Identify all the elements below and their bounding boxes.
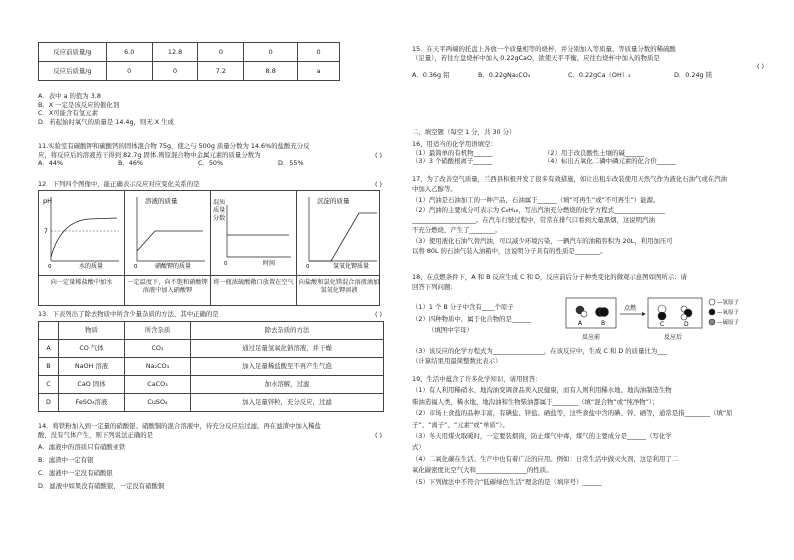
table-cell: 0 xyxy=(298,43,340,62)
section-heading: 二、填空题（每空 1 分，共 30 分） xyxy=(412,128,516,136)
option: D．若起始时氧气的质量是 14.4g，则无 X 生成 xyxy=(38,117,174,126)
fill-blank: （2）四种物质中，属于化合物的是______ xyxy=(412,314,532,323)
question-19-line: （4）二氧化碳在生活、生产中也有着广泛的应用。例如：日常生活中做灭火剂，这是利用了二 xyxy=(412,454,679,463)
table-cell: Na₂CO₃ xyxy=(125,358,191,376)
table-cell: 8.8 xyxy=(244,62,298,81)
answer-bracket: ( ) xyxy=(374,150,382,159)
answer-bracket: ( ) xyxy=(374,180,382,188)
fill-blank: （1）最简单的有机物______ xyxy=(412,148,493,157)
question-19-line: （3）冬天用煤火取暖时，一定要装烟囱，防止煤气中毒，煤气的主要成分是______（写化学 xyxy=(412,431,672,440)
question-11-cont: 应，将反应后的溶液蒸干得到 82.7g 固体.则原混合物中金属元素的质量分数为 xyxy=(38,150,261,159)
graph-c xyxy=(211,191,297,305)
table-row xyxy=(39,358,384,376)
option: A．44% xyxy=(38,159,63,168)
question-17-line: 中加入乙醇等。 xyxy=(412,185,457,194)
label-a: A xyxy=(578,320,583,327)
table-row xyxy=(39,43,340,62)
question-15: 15．在天平两端的托盘上各放一个质量相等的烧杯，并分别加入等质量、等质量分数的稀硫酸 xyxy=(412,45,676,53)
table-cell: A xyxy=(39,340,59,358)
legend-item: —硫原子 xyxy=(717,320,740,326)
table-row xyxy=(39,394,384,412)
question-15-cont: （足量），若往左盘烧杯中加入 0.22gCaO，欲使天平平衡，应往右烧杯中加入的物质是 xyxy=(412,53,660,62)
table-cell: 加水溶解，过滤 xyxy=(191,376,384,394)
table-cell: 6.0 xyxy=(106,43,152,62)
question-17-line: ____________________。在汽车行驶过程中，常常在排气口看到大量黑烟，这说明汽油 xyxy=(412,216,655,224)
answer-bracket: ( ) xyxy=(374,310,382,318)
option: D．滤液中如果没有硝酸银，一定没有硝酸铜 xyxy=(38,481,165,490)
answer-bracket: ( ) xyxy=(756,62,764,71)
origin: 0 xyxy=(134,264,138,269)
table-cell: 0 xyxy=(152,62,198,81)
solution-mass-graph xyxy=(125,191,211,269)
axis-label: 沉淀的质量 xyxy=(317,197,350,205)
ph-graph xyxy=(39,191,125,269)
impurity-table xyxy=(38,321,384,412)
table-header: 所含杂质 xyxy=(125,322,191,340)
table-header: 除去杂质的方法 xyxy=(191,322,384,340)
option: B．X 一定是该反应的催化剂 xyxy=(38,100,120,109)
origin: 0 xyxy=(306,264,310,269)
table-cell: 0 xyxy=(106,62,152,81)
table-cell: 0 xyxy=(198,43,244,62)
fill-blank: （1）1 个 B 分子中含有____个原子 xyxy=(412,303,514,311)
table-cell: 加入足量稀盐酸至不再产生气泡 xyxy=(191,358,384,376)
reaction-diagram xyxy=(564,296,770,344)
question-14: 14．将铁粉加入到一定量的硝酸银、硝酸铜的混合溶液中，待充分反应后过滤，再在滤渣中加入稀盐 xyxy=(38,422,321,430)
legend-item: —氧原子 xyxy=(717,310,740,316)
table-cell: CO 气体 xyxy=(59,340,125,358)
table-cell: D xyxy=(39,394,59,412)
table-row xyxy=(39,376,384,394)
question-13: 13．下表列出了除去物质中所含少量杂质的方法，其中正确的是 xyxy=(38,310,219,318)
fraction-graph xyxy=(211,191,297,269)
table-cell: CaO 固体 xyxy=(59,376,125,394)
table-header: 物质 xyxy=(59,322,125,340)
answer-bracket: ( ) xyxy=(374,430,382,439)
label-c: C xyxy=(660,321,665,328)
precipitate-graph xyxy=(297,191,381,269)
option: D．0.24g 镁 xyxy=(674,70,713,79)
table-cell: 通过足量氢氧化钠溶液，并干燥 xyxy=(191,340,384,358)
option: D．55% xyxy=(278,159,304,168)
table-cell: CuSO₄ xyxy=(125,394,191,412)
before-label: 反应前 xyxy=(582,334,601,341)
question-16: 16、用适当的化学用语填空： xyxy=(412,140,497,148)
option: C．X可能含有氢元素 xyxy=(38,109,98,118)
option: A．滤液中的溶质只有硝酸亚铁 xyxy=(38,443,126,452)
graph-a xyxy=(39,191,125,305)
fill-blank: （4）标出五氧化二磷中磷元素的化合价______ xyxy=(544,157,676,166)
table-cell: 反应前质量/g xyxy=(39,43,107,62)
option: C．0.22gCa（OH）₂ xyxy=(568,70,631,79)
after-label: 反应后 xyxy=(664,334,683,341)
question-19-line: （1）有人利用稀硝水、地沟油变调食品卖入民健康，而有人则利用稀水地、地沟油制造生物 xyxy=(412,386,672,395)
question-19-line: 子”、“离子”、“元素”或“单质”）。 xyxy=(412,420,509,429)
graph-caption: 一定温度下，向不饱和硝酸钾溶液中加入硝酸钾 xyxy=(127,279,208,295)
option: A．0.36g 铝 xyxy=(412,70,450,79)
label-b: B xyxy=(601,320,606,327)
axis-label: 水的质量 xyxy=(79,263,104,269)
origin: 0 xyxy=(224,261,228,267)
table-row xyxy=(39,322,384,340)
legend-item: —氢原子 xyxy=(717,300,740,306)
option: A．表中 a 的值为 3.8 xyxy=(38,92,101,100)
graph-caption: 向盐酸和氯化镁混合溶液滴加氢氧化钾溶液 xyxy=(298,279,380,295)
option: C．滤液中一定没有硝酸银 xyxy=(38,468,113,477)
option: B．0.22gNa₂CO₃ xyxy=(478,70,531,79)
question-17-line: 以将 80L 的石油气装入油箱中，这说明分子具有的性质是________。 xyxy=(412,246,607,255)
table-cell: 12.8 xyxy=(152,43,198,62)
table-cell: C xyxy=(39,376,59,394)
hydrogen-atom-icon xyxy=(709,299,715,305)
fill-blank: （3）3 个硝酸根离子______ xyxy=(412,157,493,166)
fill-blank-note: （填图中字母） xyxy=(428,326,473,335)
question-17-line: （3）使用液化石油气替汽油，可以减少环境污染，一辆汽车的油箱容积为 20L，利用加压可 xyxy=(412,236,673,245)
option: B．46% xyxy=(118,159,143,168)
table-cell: 7.2 xyxy=(198,62,244,81)
graph-caption: 向一定量稀盐酸中加水 xyxy=(50,279,113,286)
table-cell: NaOH 溶液 xyxy=(59,358,125,376)
fill-blank: （3）该反应的化学方程式为________________，在该反应中，生成 C 和 D 的质量比为___ xyxy=(412,347,667,355)
graph-b xyxy=(125,191,211,305)
table-cell: B xyxy=(39,358,59,376)
axis-tick: 7 xyxy=(44,228,48,235)
question-19-line: （2）市场上食盐的品种丰富，有碘盐、锌盐、硒盐等，这些食盐中含的碘、锌、硒等，通常是指________（填“原 xyxy=(412,409,733,418)
table-cell: CO₂ xyxy=(125,340,191,358)
question-19: 19、生活中蕴含了许多化学知识，请用回答： xyxy=(412,375,542,383)
table-cell: CaCO₃ xyxy=(125,376,191,394)
mass-table xyxy=(38,42,340,81)
question-17-line: （2）汽油的主要成分可表示为 C₈H₁₈，写出汽油充分燃烧的化学方程式________________ xyxy=(412,205,666,214)
question-11: 11.实验室有碳酸钾和碳酸钙的固体混合物 75g，使之与 500g 质量分数为 14.6%的盐酸充分反 xyxy=(38,142,310,150)
question-17-line: 不充分燃烧，产生了________。 xyxy=(412,226,502,235)
table-cell: 加入足量锌粒，充分反应，过滤 xyxy=(191,394,384,412)
table-cell: 0 xyxy=(244,43,298,62)
question-18-line: 回答下列问题： xyxy=(412,283,457,292)
question-14-cont: 酸，没有气体产生，则下列说法正确的是 xyxy=(38,430,154,439)
graph-d xyxy=(297,191,381,305)
table-cell: a xyxy=(298,62,340,81)
question-19-line: 氧化碳密度比空气大和________________的性质。 xyxy=(412,466,553,475)
axis-label: 溶液的质量 xyxy=(145,197,178,205)
table-row xyxy=(39,340,384,358)
fill-blank: （2）用于改良酸性土壤的碱______ xyxy=(544,148,644,157)
fill-blank-note: （计算结果用最简整数比表示） xyxy=(412,357,502,366)
arrow-label: 点燃 xyxy=(624,305,637,312)
axis-label: 混质质量分数 xyxy=(213,199,226,223)
label-d: D xyxy=(684,321,689,328)
axis-label: pH xyxy=(43,197,53,205)
question-17: 17、为了改善空气质量，兰西县积极开发了很多有效措施，如让出租车改装使用天然气作为液化石油气或在汽油 xyxy=(412,175,727,183)
question-12: 12．下列四个图像中，能正确表示反应对应变化关系的是 xyxy=(38,180,200,188)
table-header xyxy=(39,322,59,340)
graph-caption: 将一瓶浓硫酸敞口放置在空气 xyxy=(213,279,294,286)
question-19-line: 式） xyxy=(412,443,425,452)
axis-label: 氢氧化钾质量 xyxy=(333,263,370,269)
table-cell: FeSO₄溶液 xyxy=(59,394,125,412)
question-19-line: 柴油造福人类，稀水地、地沟油和生物柴油都属于________（填“混合物”或“纯净物”）； xyxy=(412,397,659,406)
origin: 0 xyxy=(48,264,52,269)
option: B．滤渣中一定有银 xyxy=(38,456,94,465)
option: C．50% xyxy=(198,159,224,168)
sulfur-atom-icon xyxy=(709,319,715,325)
axis-label: 时间 xyxy=(263,260,276,267)
table-cell: 反应后质量/g xyxy=(39,62,107,81)
question-17-line: （1）汽油是石油加工的一种产品，石油属于______（填“可再生”或“不可再生”）能源。 xyxy=(412,195,660,204)
axis-label: 硝酸钾的质量 xyxy=(155,263,192,269)
table-row xyxy=(39,62,340,81)
oxygen-atom-icon xyxy=(709,309,715,315)
question-19-line: （5）下列做法中不符合“低碳绿色生活”理念的是（填序号）______ xyxy=(412,477,602,486)
question-18: 18、在点燃条件下，A 和 B 反应生成 C 和 D，反应前后分子种类变化的微观示意图如图所示：请 xyxy=(412,273,687,281)
graph-panel xyxy=(38,190,380,306)
